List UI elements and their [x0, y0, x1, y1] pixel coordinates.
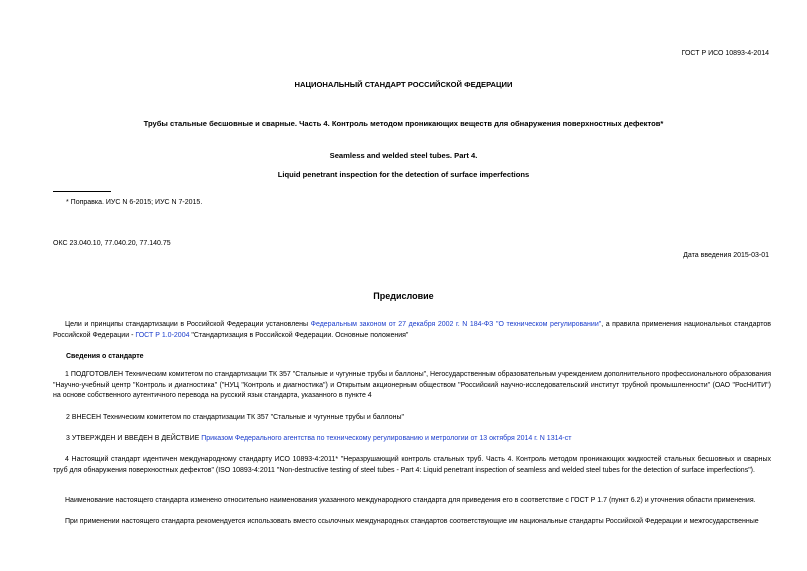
foreword-heading: Предисловие: [373, 291, 434, 301]
document-id: ГОСТ Р ИСО 10893-4-2014: [681, 50, 769, 57]
introduction-date: Дата введения 2015-03-01: [683, 252, 769, 259]
standard-title-en-line2: Liquid penetrant inspection for the detection of surface imperfections: [277, 170, 530, 179]
foreword-text-1: Цели и принципы стандартизации в Российской Федерации установлены: [65, 321, 311, 328]
foreword-text-2: , а правила применения национальных стандартов Российской Федерации -: [53, 321, 771, 339]
gost-1-0-2004-link[interactable]: ГОСТ Р 1.0-2004: [135, 331, 190, 339]
foreword-text-3: "Стандартизация в Российской Федерации. Основные положения": [189, 331, 409, 339]
item-2-submitted: 2 ВНЕСЕН Техническим комитетом по стандартизации ТК 357 "Стальные и чугунные трубы и баллоны": [66, 414, 404, 421]
standard-title-ru: Трубы стальные бесшовные и сварные. Часть 4. Контроль методом проникающих веществ для обнаружения поверхностных дефектов*: [143, 119, 664, 128]
about-standard-heading: Сведения о стандарте: [66, 353, 144, 360]
references-paragraph: При применении настоящего стандарта рекомендуется использовать вместо ссылочных международных стандартов соответствующие им национальные стандарты Российской Федерации и межгосударственные: [65, 518, 759, 525]
item-4-identical: 4 Настоящий стандарт идентичен международному стандарту ИСО 10893-4:2011* "Неразрушающий контроль стальных труб. Часть 4. Контроль методом проникающих жидкостей стальных бесшовных и сварных труб для обнаружения поверхностных дефектов" (ISO 10893-4:2011 "Non-destructive testing of steel tubes - Part 4: Liquid penetrant inspection of seamless and welded steel tubes for the detection of surface imperfections").: [53, 456, 771, 474]
oks-code: ОКС 23.040.10, 77.040.20, 77.140.75: [53, 240, 171, 247]
federal-law-link[interactable]: Федеральным законом от 27 декабря 2002 г. N 184-ФЗ "О техническом регулировании": [310, 321, 602, 328]
name-change-paragraph: Наименование настоящего стандарта изменено относительно наименования указанного международного стандарта для приведения его в соответствие с ГОСТ Р 1.7 (пункт 6.2) и уточнения области применения.: [65, 497, 756, 504]
item-3-text: 3 УТВЕРЖДЕН И ВВЕДЕН В ДЕЙСТВИЕ: [66, 435, 202, 442]
footnote: * Поправка. ИУС N 6-2015; ИУС N 7-2015.: [66, 199, 203, 206]
foreword-paragraph: [53, 320, 771, 341]
footnote-divider: [53, 191, 111, 192]
national-standard-title: НАЦИОНАЛЬНЫЙ СТАНДАРТ РОССИЙСКОЙ ФЕДЕРАЦИИ: [294, 80, 513, 89]
standard-title-en-line1: Seamless and welded steel tubes. Part 4.: [329, 151, 478, 160]
item-1-prepared: 1 ПОДГОТОВЛЕН Техническим комитетом по стандартизации ТК 357 "Стальные и чугунные трубы и баллоны", Негосударственным образовательным учреждением дополнительного профессионального образования "Научно-учебный центр "Контроль и диагностика" ("НУЦ "Контроль и диагностика") и Открытым акционерным обществом "Российский научно-исследовательский институт трубной промышленности" (ОАО "РосНИТИ") на основе собственного аутентичного перевода на русский язык стандарта, указанного в пункте 4: [53, 371, 771, 399]
order-link[interactable]: Приказом Федерального агентства по техническому регулированию и метрологии от 13 октября 2014 г. N 1314-ст: [201, 435, 572, 442]
item-3-approved: [66, 434, 571, 443]
